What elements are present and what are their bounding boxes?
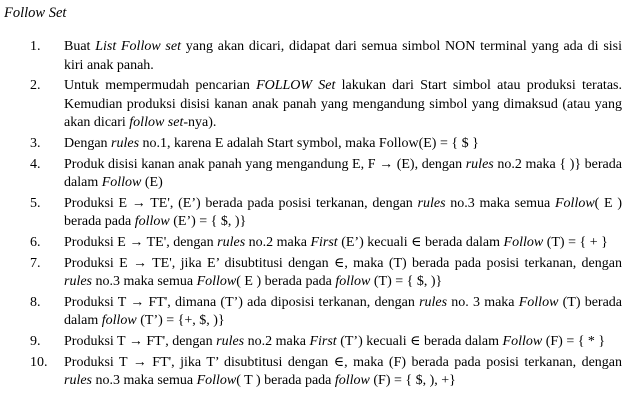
italic-term: follow (334, 373, 370, 389)
italic-term: Follow (502, 333, 543, 349)
text-segment: -nya). (183, 115, 217, 131)
text-segment: Produksi T → FT', dengan (64, 333, 217, 349)
italic-term: follow set (129, 115, 184, 131)
text-segment: no.1, karena E adalah Start symbol, maka Follow(E) = { $ } (139, 135, 479, 151)
italic-term: rules (465, 156, 494, 172)
text-segment: ( E ) berada pada (236, 274, 336, 290)
italic-term: Follow (101, 175, 142, 191)
italic-term: rules (216, 333, 245, 349)
text-segment: Dengan (64, 135, 112, 151)
italic-term: rules (64, 373, 92, 389)
text-segment: no.2 maka (244, 333, 310, 349)
list-item-number: 6. (30, 234, 41, 250)
italic-term: List Follow set (95, 39, 181, 54)
text-segment: no.3 maka semua (92, 373, 197, 389)
italic-term: First (310, 234, 338, 250)
section-title: Follow Set (4, 5, 67, 21)
italic-term: FOLLOW Set (256, 78, 336, 94)
list-item-number: 5. (30, 195, 41, 211)
list-item-number: 7. (30, 255, 41, 271)
text-segment: (F) = { * } (542, 333, 606, 349)
list-item (0, 354, 622, 391)
text-segment: yang akan dicari, didapat dari semua simbol NON terminal yang ada di sisi kiri anak panah. (64, 39, 622, 73)
list-item (0, 234, 622, 253)
text-segment: Produksi T → FT', dimana (T’) ada diposisi terkanan, dengan (64, 294, 420, 310)
text-segment: no. 3 maka (447, 294, 519, 310)
italic-term: follow (101, 313, 137, 329)
italic-term: Follow (196, 373, 237, 389)
list-item (0, 156, 622, 193)
text-segment: (T’) kecuali ∈ berada dalam (336, 333, 503, 349)
list-item-number: 3. (30, 135, 41, 151)
text-segment: Produksi E → TE', (E’) berada pada posisi terkanan, dengan (64, 195, 418, 211)
text-segment: (E’) kecuali ∈ berada dalam (337, 234, 504, 250)
numbered-list (0, 38, 622, 393)
italic-term: Follow (555, 195, 595, 211)
text-segment: (T) berada dalam (64, 294, 622, 329)
italic-term: First (309, 333, 337, 349)
italic-term: Follow (196, 274, 237, 290)
text-segment: no.3 maka semua (445, 195, 555, 211)
text-segment: Produksi T → FT', jika T’ disubtitusi dengan ∈, maka (F) berada pada posisi terkanan, dengan (64, 354, 622, 370)
list-item (0, 195, 622, 232)
italic-term: follow (335, 274, 371, 290)
list-item (0, 135, 622, 154)
text-segment: (T’) = {+, $, )} (136, 313, 225, 329)
italic-term: Follow (503, 234, 544, 250)
text-segment: (F) = { $, ), +} (369, 373, 456, 389)
text-segment: (E’) = { $, )} (169, 214, 247, 230)
text-segment: (T) = { $, )} (370, 274, 443, 290)
text-segment: (E) (141, 175, 163, 191)
italic-term: rules (111, 135, 140, 151)
list-item-number: 8. (30, 294, 41, 310)
italic-term: follow (134, 214, 170, 230)
list-item-number: 1. (30, 39, 41, 54)
list-item (0, 38, 622, 75)
text-segment: Produksi E → TE', dengan (64, 234, 218, 250)
italic-term: rules (217, 234, 246, 250)
text-segment: no.2 maka (245, 234, 311, 250)
text-segment: no.2 maka { )} berada dalam (64, 156, 622, 191)
list-item-number: 2. (30, 78, 41, 94)
list-item-number: 4. (30, 156, 41, 172)
italic-term: rules (417, 195, 446, 211)
text-segment: Buat (64, 39, 96, 54)
list-item (0, 294, 622, 331)
text-segment: no.3 maka semua (92, 274, 197, 290)
italic-term: rules (64, 274, 92, 290)
list-item-number: 9. (30, 333, 41, 349)
list-item (0, 333, 622, 352)
text-segment: ( E ) berada pada (64, 195, 622, 230)
text-segment: Produk disisi kanan anak panah yang mengandung E, F → (E), dengan (64, 156, 466, 172)
italic-term: rules (419, 294, 448, 310)
text-segment: Produksi E → TE', jika E’ disubtitusi dengan ∈, maka (T) berada pada posisi terkanan, dengan (64, 255, 622, 271)
text-segment: Untuk mempermudah pencarian (64, 78, 257, 94)
text-segment: lakukan dari Start simbol atau produksi teratas. Kemudian produksi disisi kanan anak panah yang mengandung simbol yang dimaksud (atau yang akan dicari (64, 78, 622, 131)
list-item-number: 10. (30, 354, 48, 370)
text-segment: ( T ) berada pada (236, 373, 335, 389)
text-segment: (T) = { + } (543, 234, 608, 250)
list-item (0, 255, 622, 292)
italic-term: Follow (518, 294, 559, 310)
list-item (0, 77, 622, 133)
